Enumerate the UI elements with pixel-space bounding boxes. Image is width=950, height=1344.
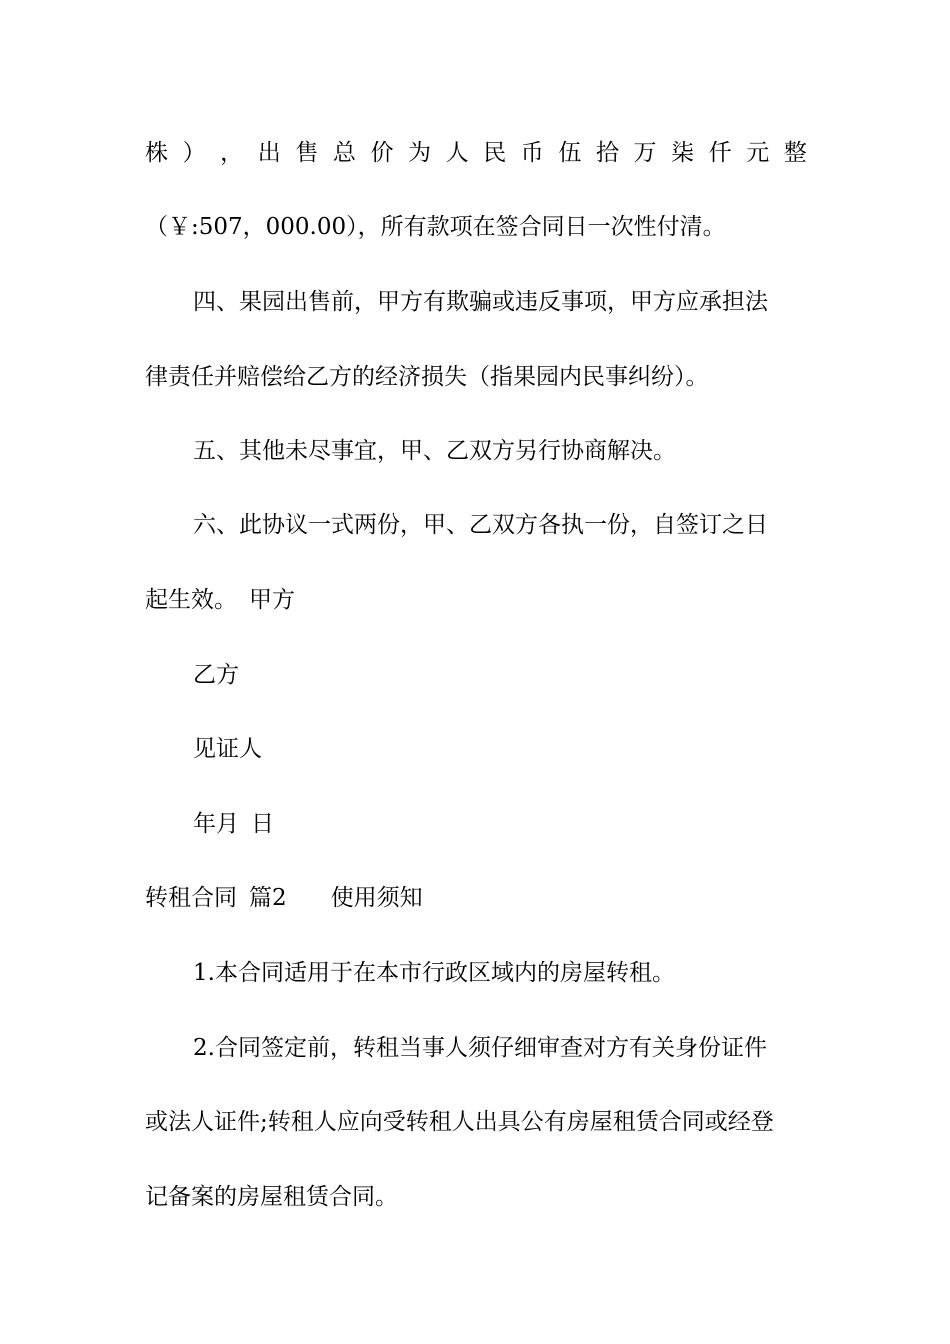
date-year-month: 年月: [193, 811, 239, 837]
price-char: 整: [783, 140, 807, 166]
clause-6-line-1: 六、此协议一式两份，甲、乙双方各执一份，自签订之日: [193, 512, 768, 538]
clause-4-line-2: 律责任并赔偿给乙方的经济损失（指果园内民事纠纷）。: [145, 364, 709, 390]
section-number: 篇2: [249, 885, 287, 911]
price-char: 仟: [708, 140, 732, 166]
price-amount-line: （￥:507，000.00），所有款项在签合同日一次性付清。: [145, 214, 726, 240]
price-char: 售: [295, 140, 319, 166]
price-char: 为: [408, 140, 432, 166]
price-char: ）: [182, 140, 206, 166]
date-line: [193, 809, 805, 839]
price-char: 民: [483, 140, 507, 166]
effective-text: 起生效。: [145, 587, 237, 613]
clause-4-line-1: 四、果园出售前，甲方有欺骗或违反事项，甲方应承担法: [193, 289, 768, 315]
price-char: 元: [746, 140, 770, 166]
price-char: 株: [145, 140, 168, 166]
notice-1: 1.本合同适用于在本市行政区域内的房屋转租。: [193, 960, 675, 986]
notice-2-line-1: 2.合同签定前，转租当事人须仔细审查对方有关身份证件: [193, 1035, 767, 1061]
price-char: ，: [220, 140, 244, 166]
price-char: 柒: [671, 140, 695, 166]
clause-5: 五、其他未尽事宜，甲、乙双方另行协商解决。: [193, 438, 676, 464]
price-line-spread: [145, 138, 807, 168]
notice-2-line-2: 或法人证件;转租人应向受转租人出具公有房屋租赁合同或经登: [145, 1109, 774, 1135]
date-day: 日: [251, 811, 274, 837]
clause-6-line-2: [145, 585, 805, 615]
price-char: 币: [520, 140, 544, 166]
party-a-label: 甲方: [249, 587, 295, 613]
price-char: 价: [370, 140, 394, 166]
price-char: 人: [445, 140, 469, 166]
price-char: 万: [633, 140, 657, 166]
notice-2-line-3: 记备案的房屋租赁合同。: [145, 1184, 398, 1210]
section-heading: [145, 883, 805, 913]
witness-label: 见证人: [193, 736, 262, 762]
price-char: 拾: [595, 140, 619, 166]
price-char: 出: [257, 140, 281, 166]
price-char: 伍: [558, 140, 582, 166]
section-subtitle: 使用须知: [330, 885, 423, 911]
price-char: 总: [332, 140, 356, 166]
section-title: 转租合同: [145, 885, 237, 911]
party-b-label: 乙方: [193, 662, 239, 688]
